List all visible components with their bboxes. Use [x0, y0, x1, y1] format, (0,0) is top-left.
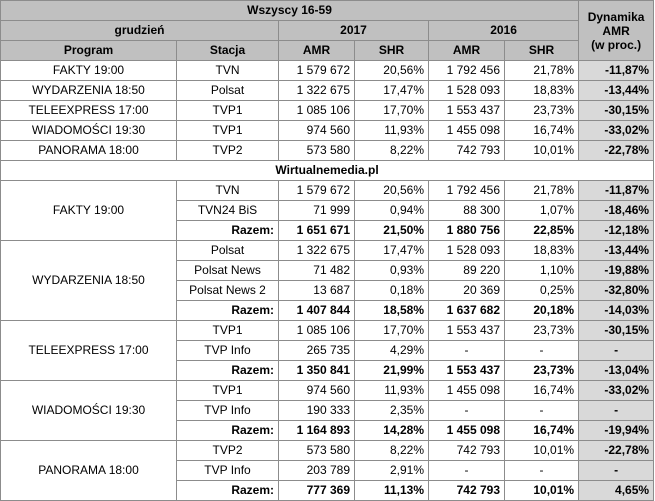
shr-2017-cell: 20,56%	[355, 61, 429, 81]
shr-2017-cell: 8,22%	[355, 441, 429, 461]
dynamics-cell: -	[579, 401, 654, 421]
amr-2017-cell: 71 482	[279, 261, 355, 281]
amr-2017-cell: 974 560	[279, 121, 355, 141]
program-cell: WYDARZENIA 18:50	[1, 81, 177, 101]
shr-2017-cell: 0,94%	[355, 201, 429, 221]
station-cell: Polsat	[177, 81, 279, 101]
amr-2016-cell: 1 528 093	[429, 81, 505, 101]
amr-2016-cell: 742 793	[429, 441, 505, 461]
station-cell: TVP2	[177, 141, 279, 161]
amr-2017-cell: 777 369	[279, 481, 355, 501]
summary-row	[1, 141, 654, 161]
amr-2016-cell: 1 637 682	[429, 301, 505, 321]
station-cell: TVP Info	[177, 341, 279, 361]
station-cell: TVN24 BiS	[177, 201, 279, 221]
group-row	[1, 321, 654, 341]
amr-2016-cell: 1 880 756	[429, 221, 505, 241]
amr-2017-cell: 1 164 893	[279, 421, 355, 441]
station-column-header: Stacja	[177, 41, 279, 61]
shr-2017-cell: 2,91%	[355, 461, 429, 481]
station-cell: TVN	[177, 181, 279, 201]
shr-2017-cell: 11,93%	[355, 381, 429, 401]
source-label: Wirtualnemedia.pl	[1, 161, 654, 181]
dynamics-header-line3: (w proc.)	[591, 37, 642, 52]
amr-2016-cell: -	[429, 401, 505, 421]
program-cell: WIADOMOŚCI 19:30	[1, 121, 177, 141]
amr-2016-cell: 1 455 098	[429, 381, 505, 401]
shr-2016-cell: 23,73%	[505, 361, 579, 381]
amr-2017-cell: 573 580	[279, 441, 355, 461]
amr-2016-cell: 1 792 456	[429, 181, 505, 201]
program-cell: PANORAMA 18:00	[1, 141, 177, 161]
shr-2016-cell: 10,01%	[505, 441, 579, 461]
amr-2017-cell: 1 579 672	[279, 181, 355, 201]
amr-2016-cell: 1 553 437	[429, 101, 505, 121]
shr-2017-cell: 17,47%	[355, 241, 429, 261]
dynamics-cell: -33,02%	[579, 381, 654, 401]
shr-2017-cell: 21,99%	[355, 361, 429, 381]
group-program-cell: TELEEXPRESS 17:00	[1, 321, 177, 381]
shr-2017-cell: 21,50%	[355, 221, 429, 241]
shr-2017-cell: 18,58%	[355, 301, 429, 321]
shr-2017-cell: 0,93%	[355, 261, 429, 281]
shr-2017-cell: 2,35%	[355, 401, 429, 421]
dynamics-cell: -11,87%	[579, 61, 654, 81]
station-cell: TVN	[177, 61, 279, 81]
dynamics-cell: -19,88%	[579, 261, 654, 281]
dynamics-cell: -	[579, 341, 654, 361]
program-cell: TELEEXPRESS 17:00	[1, 101, 177, 121]
group-row	[1, 381, 654, 401]
dynamics-header	[579, 1, 654, 61]
amr-2017-cell: 1 579 672	[279, 61, 355, 81]
shr-2016-cell: 23,73%	[505, 321, 579, 341]
total-label: Razem:	[177, 481, 279, 501]
amr-2016-cell: 1 553 437	[429, 321, 505, 341]
station-cell: TVP1	[177, 321, 279, 341]
amr-2016-column-header: AMR	[429, 41, 505, 61]
amr-2017-cell: 1 085 106	[279, 101, 355, 121]
dynamics-cell: -11,87%	[579, 181, 654, 201]
summary-row	[1, 61, 654, 81]
table-title: Wszyscy 16-59	[1, 1, 579, 21]
dynamics-header-line2: AMR	[602, 23, 630, 38]
total-label: Razem:	[177, 301, 279, 321]
amr-2017-cell: 190 333	[279, 401, 355, 421]
shr-2016-cell: 21,78%	[505, 181, 579, 201]
amr-2017-cell: 573 580	[279, 141, 355, 161]
dynamics-cell: -30,15%	[579, 321, 654, 341]
amr-2017-cell: 1 407 844	[279, 301, 355, 321]
shr-2016-cell: 1,10%	[505, 261, 579, 281]
station-cell: Polsat News	[177, 261, 279, 281]
group-program-cell: PANORAMA 18:00	[1, 441, 177, 501]
group-row	[1, 181, 654, 201]
shr-2016-cell: 10,01%	[505, 141, 579, 161]
amr-2016-cell: 742 793	[429, 141, 505, 161]
dynamics-cell: -19,94%	[579, 421, 654, 441]
summary-row	[1, 101, 654, 121]
dynamics-cell: -	[579, 461, 654, 481]
shr-2016-cell: 18,83%	[505, 241, 579, 261]
shr-2016-cell: -	[505, 341, 579, 361]
shr-2016-cell: 16,74%	[505, 421, 579, 441]
shr-2017-cell: 17,47%	[355, 81, 429, 101]
shr-2017-cell: 14,28%	[355, 421, 429, 441]
shr-2017-cell: 11,13%	[355, 481, 429, 501]
dynamics-header-line1: Dynamika	[587, 9, 645, 24]
shr-2017-cell: 20,56%	[355, 181, 429, 201]
amr-2016-cell: 1 528 093	[429, 241, 505, 261]
dynamics-cell: -18,46%	[579, 201, 654, 221]
group-row	[1, 441, 654, 461]
amr-2017-cell: 1 085 106	[279, 321, 355, 341]
station-cell: TVP2	[177, 441, 279, 461]
shr-2016-cell: 16,74%	[505, 381, 579, 401]
amr-2016-cell: 742 793	[429, 481, 505, 501]
shr-2016-cell: 10,01%	[505, 481, 579, 501]
dynamics-cell: 4,65%	[579, 481, 654, 501]
shr-2016-cell: -	[505, 461, 579, 481]
station-cell: TVP1	[177, 101, 279, 121]
program-column-header: Program	[1, 41, 177, 61]
dynamics-cell: -22,78%	[579, 441, 654, 461]
amr-2017-cell: 1 322 675	[279, 241, 355, 261]
station-cell: TVP Info	[177, 401, 279, 421]
amr-2016-cell: 1 792 456	[429, 61, 505, 81]
dynamics-cell: -14,03%	[579, 301, 654, 321]
amr-2016-cell: 1 455 098	[429, 421, 505, 441]
station-cell: Polsat	[177, 241, 279, 261]
dynamics-cell: -12,18%	[579, 221, 654, 241]
station-cell: TVP Info	[177, 461, 279, 481]
dynamics-cell: -32,80%	[579, 281, 654, 301]
shr-2016-cell: 18,83%	[505, 81, 579, 101]
amr-2016-cell: -	[429, 341, 505, 361]
shr-2016-cell: -	[505, 401, 579, 421]
total-label: Razem:	[177, 361, 279, 381]
shr-2016-cell: 0,25%	[505, 281, 579, 301]
shr-2017-cell: 17,70%	[355, 101, 429, 121]
source-row	[1, 161, 654, 181]
shr-2016-cell: 16,74%	[505, 121, 579, 141]
dynamics-cell: -22,78%	[579, 141, 654, 161]
amr-2016-cell: 89 220	[429, 261, 505, 281]
amr-2017-column-header: AMR	[279, 41, 355, 61]
shr-2017-cell: 4,29%	[355, 341, 429, 361]
station-cell: Polsat News 2	[177, 281, 279, 301]
amr-2016-cell: 20 369	[429, 281, 505, 301]
year-2016-header: 2016	[429, 21, 579, 41]
group-program-cell: FAKTY 19:00	[1, 181, 177, 241]
shr-2016-cell: 22,85%	[505, 221, 579, 241]
amr-2016-cell: 1 553 437	[429, 361, 505, 381]
program-cell: FAKTY 19:00	[1, 61, 177, 81]
amr-2017-cell: 1 651 671	[279, 221, 355, 241]
total-label: Razem:	[177, 221, 279, 241]
summary-row	[1, 81, 654, 101]
dynamics-cell: -30,15%	[579, 101, 654, 121]
station-cell: TVP1	[177, 121, 279, 141]
dynamics-cell: -13,44%	[579, 241, 654, 261]
amr-2016-cell: 1 455 098	[429, 121, 505, 141]
group-row	[1, 241, 654, 261]
period-header: grudzień	[1, 21, 279, 41]
shr-2017-cell: 11,93%	[355, 121, 429, 141]
shr-2017-cell: 0,18%	[355, 281, 429, 301]
shr-2017-cell: 8,22%	[355, 141, 429, 161]
amr-2017-cell: 1 350 841	[279, 361, 355, 381]
amr-2017-cell: 974 560	[279, 381, 355, 401]
year-2017-header: 2017	[279, 21, 429, 41]
station-cell: TVP1	[177, 381, 279, 401]
amr-2016-cell: 88 300	[429, 201, 505, 221]
shr-2016-cell: 1,07%	[505, 201, 579, 221]
dynamics-cell: -13,04%	[579, 361, 654, 381]
shr-2016-cell: 20,18%	[505, 301, 579, 321]
amr-2017-cell: 13 687	[279, 281, 355, 301]
group-program-cell: WIADOMOŚCI 19:30	[1, 381, 177, 441]
shr-2017-column-header: SHR	[355, 41, 429, 61]
total-label: Razem:	[177, 421, 279, 441]
dynamics-cell: -33,02%	[579, 121, 654, 141]
summary-row	[1, 121, 654, 141]
amr-2016-cell: -	[429, 461, 505, 481]
dynamics-cell: -13,44%	[579, 81, 654, 101]
amr-2017-cell: 203 789	[279, 461, 355, 481]
amr-2017-cell: 265 735	[279, 341, 355, 361]
amr-2017-cell: 1 322 675	[279, 81, 355, 101]
amr-2017-cell: 71 999	[279, 201, 355, 221]
shr-2016-column-header: SHR	[505, 41, 579, 61]
shr-2016-cell: 21,78%	[505, 61, 579, 81]
shr-2016-cell: 23,73%	[505, 101, 579, 121]
group-program-cell: WYDARZENIA 18:50	[1, 241, 177, 321]
shr-2017-cell: 17,70%	[355, 321, 429, 341]
